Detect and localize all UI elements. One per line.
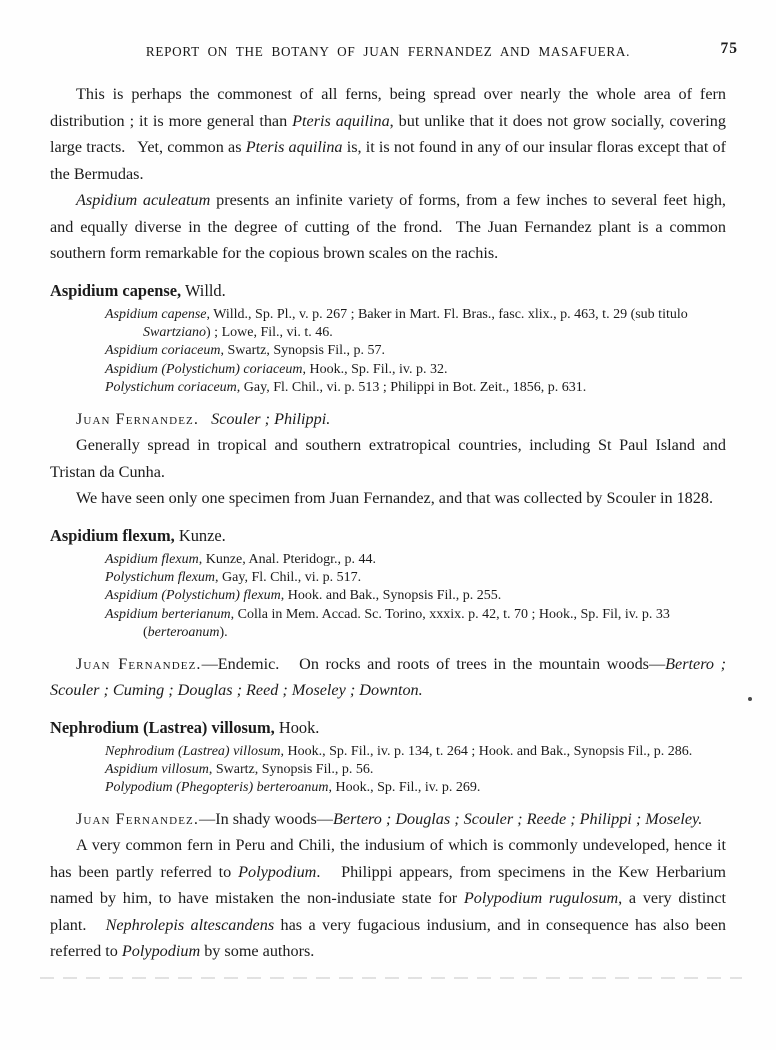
locality-line: Juan Fernandez.—Endemic. On rocks and roots of trees in the mountain woods—Bertero ; Scouler ; Cuming ; Douglas ; Reed ; Moseley ; Downton. (50, 654, 731, 700)
species-heading: Aspidium flexum, Kunze. (50, 525, 226, 545)
synonym-item: Aspidium berterianum, Colla in Mem. Accad. Sc. Torino, xxxix. p. 42, t. 70 ; Hook., Sp. Fil, iv. p. 33 (berteroanum). (105, 606, 670, 641)
synonym-item: Polystichum coriaceum, Gay, Fl. Chil., vi. p. 513 ; Philippi in Bot. Zeit., 1856, p. 631. (105, 380, 587, 396)
locality-line: Juan Fernandez.—In shady woods—Bertero ; Douglas ; Scouler ; Reede ; Philippi ; Moseley. (76, 809, 703, 828)
synonym-item: Aspidium villosum, Swartz, Synopsis Fil., p. 56. (105, 761, 374, 777)
species-heading: Nephrodium (Lastrea) villosum, Hook. (50, 717, 320, 737)
species-heading: Aspidium capense, Willd. (50, 280, 226, 300)
synonym-list (50, 306, 726, 398)
synonym-item: Aspidium (Polystichum) flexum, Hook. and Bak., Synopsis Fil., p. 255. (105, 588, 502, 604)
intro-paragraph-1: This is perhaps the commonest of all ferns, being spread over nearly the whole area of fern distribution ; it is more general than Pteris aquilina, but unlike that it does not grow socially, covering large tracts. Yet, common as Pteris aquilina is, it is not found in any of our insular floras except that of the Bermudas. (50, 85, 731, 183)
synonym-list (50, 743, 726, 798)
species-note: A very common fern in Peru and Chili, the indusium of which is commonly undeveloped, hence it has been partly referred to Polypodium. Philippi appears, from specimens in the Kew Herbarium named by him, to have mistaken the non-indusiate state for Polypodium rugulosum, a very distinct plant. Nephrolepis altescandens has a very fugacious indusium, and in consequence has also been referred to Polypodium by some authors. (50, 836, 731, 961)
running-title: REPORT ON THE BOTANY OF JUAN FERNANDEZ AND MASAFUERA. (145, 44, 631, 59)
species-entry-aspidium-capense (50, 280, 730, 512)
page-header (50, 40, 738, 61)
synonym-item: Polypodium (Phegopteris) berteroanum, Hook., Sp. Fil., iv. p. 269. (105, 780, 481, 796)
synonym-item: Aspidium flexum, Kunze, Anal. Pteridogr., p. 44. (105, 551, 377, 567)
intro-paragraph-2: Aspidium aculeatum presents an infinite variety of forms, from a few inches to several feet high, and equally diverse in the degree of cutting of the frond. The Juan Fernandez plant is a common southern form remarkable for the copious brown scales on the rachis. (50, 191, 731, 262)
species-entry-nephrodium-villosum (50, 717, 731, 965)
scan-artifact-line (40, 977, 742, 979)
species-entry-aspidium-flexum (50, 525, 731, 704)
species-note: We have seen only one specimen from Juan Fernandez, and that was collected by Scouler in 1828. (76, 489, 714, 508)
page-body (50, 81, 731, 965)
synonym-item: Aspidium coriaceum, Swartz, Synopsis Fil., p. 57. (105, 343, 385, 359)
synonym-list (50, 551, 726, 643)
synonym-item: Aspidium capense, Willd., Sp. Pl., v. p. 267 ; Baker in Mart. Fl. Bras., fasc. xlix., p. 463, t. 29 (sub titulo Swartziano) ; Lowe, Fil., vi. t. 46. (105, 306, 688, 340)
page-number: 75 (720, 40, 738, 57)
scan-artifact-dot (748, 697, 752, 701)
synonym-item: Nephrodium (Lastrea) villosum, Hook., Sp. Fil., iv. p. 134, t. 264 ; Hook. and Bak., Synopsis Fil., p. 286. (105, 743, 693, 759)
locality-line: Juan Fernandez. Scouler ; Philippi. (76, 409, 331, 428)
synonym-item: Aspidium (Polystichum) coriaceum, Hook., Sp. Fil., iv. p. 32. (105, 361, 448, 377)
synonym-item: Polystichum flexum, Gay, Fl. Chil., vi. p. 517. (105, 569, 362, 585)
species-note: Generally spread in tropical and southern extratropical countries, including St Paul Island and Tristan da Cunha. (50, 436, 730, 481)
